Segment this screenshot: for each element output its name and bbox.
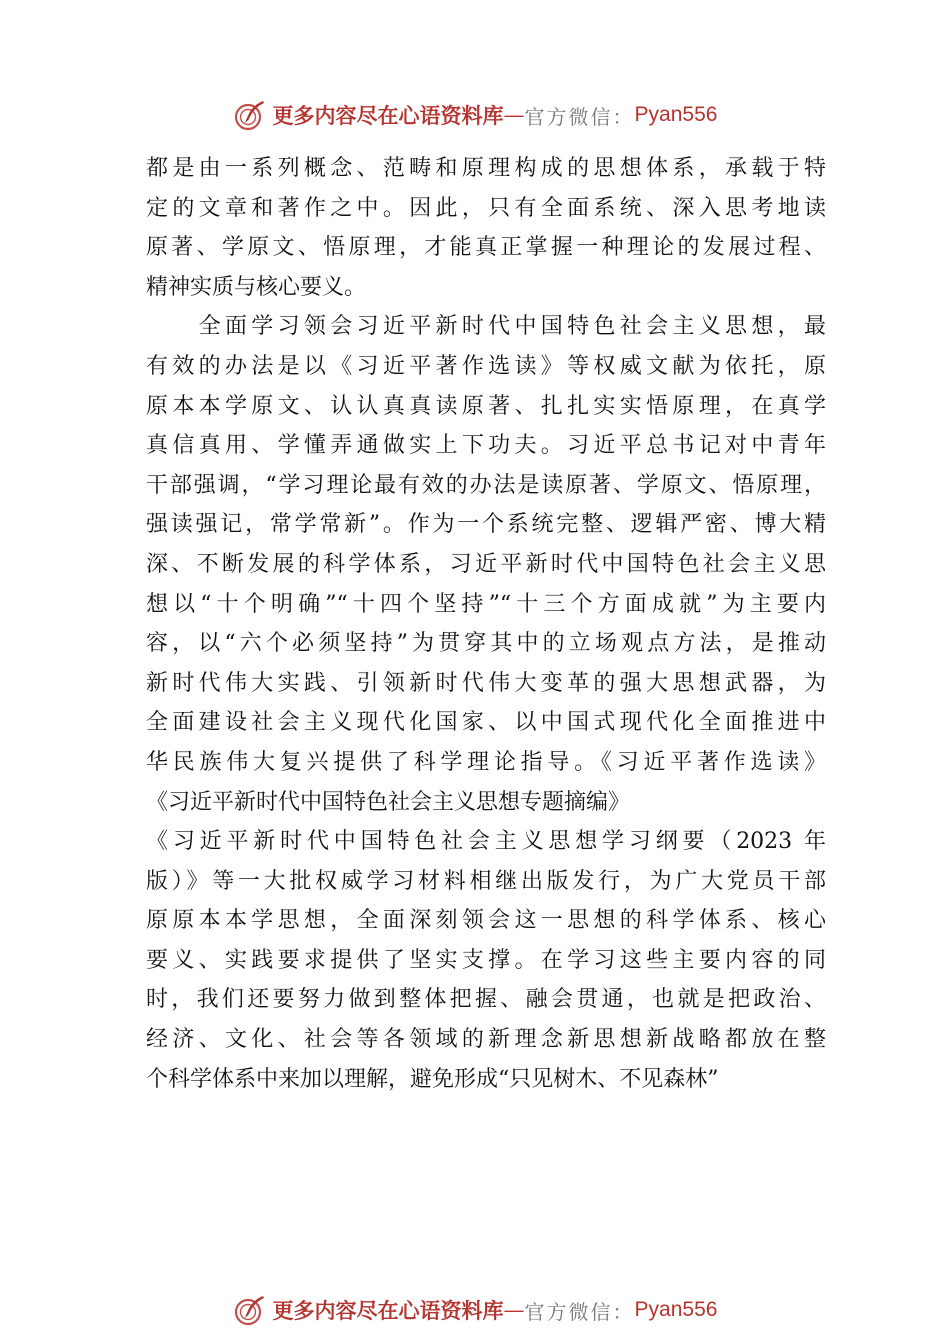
banner-brand-text: 更多内容尽在心语资料库 <box>272 103 504 128</box>
text-line: 《习近平新时代中国特色社会主义思想学习纲要（2023 年 <box>146 829 826 855</box>
text-line: 经济、文化、社会等各领域的新理念新思想新战略都放在整 <box>146 1027 826 1053</box>
banner-wechat-label: 官方微信： <box>524 1299 635 1324</box>
banner-dash: — <box>503 103 525 127</box>
text-line: 新时代伟大实践、引领新时代伟大变革的强大思想武器，为 <box>146 670 826 696</box>
text-line: 容，以“六个必须坚持”为贯穿其中的立场观点方法，是推动 <box>146 631 826 657</box>
text-line: 定的文章和著作之中。因此，只有全面系统、深入思考地读 <box>146 195 826 221</box>
quill-logo-icon <box>233 98 267 132</box>
text-line: 真信真用、学懂弄通做实上下功夫。习近平总书记对中青年 <box>146 433 826 459</box>
text-line: 原著、学原文、悟原理，才能真正掌握一种理论的发展过程、 <box>146 235 826 261</box>
text-line: 《习近平新时代中国特色社会主义思想专题摘编》 <box>146 789 631 815</box>
text-line: 原本本学原文、认认真真读原著、扎扎实实悟原理，在真学 <box>146 393 826 419</box>
text-line: 有效的办法是以《习近平著作选读》等权威文献为依托，原 <box>146 353 826 379</box>
footer-banner <box>0 1290 950 1330</box>
text-line: 版）》等一大批权威学习材料相继出版发行，为广大党员干部 <box>146 868 826 894</box>
text-line: 干部强调，“学习理论最有效的办法是读原著、学原文、悟原理， <box>146 472 826 498</box>
quill-logo-icon <box>233 1293 267 1327</box>
header-banner <box>0 95 950 135</box>
banner-wechat-id: Pyan556 <box>634 103 718 126</box>
text-line: 原原本本学思想，全面深刻领会这一思想的科学体系、核心 <box>146 908 826 934</box>
text-line: 全面建设社会主义现代化国家、以中国式现代化全面推进中 <box>146 710 826 736</box>
text-line: 个科学体系中来加以理解，避免形成“只见树木、不见森林” <box>146 1066 719 1092</box>
text-line: 深、不断发展的科学体系，习近平新时代中国特色社会主义思 <box>146 551 826 577</box>
text-line: 强读强记，常学常新”。作为一个系统完整、逻辑严密、博大精 <box>146 512 826 538</box>
text-line: 精神实质与核心要义。 <box>146 274 367 300</box>
banner-wechat-label: 官方微信： <box>524 104 635 129</box>
text-line: 都是由一系列概念、范畴和原理构成的思想体系，承载于特 <box>146 156 826 181</box>
document-body <box>146 149 826 1099</box>
text-line: 要义、实践要求提供了坚实支撑。在学习这些主要内容的同 <box>146 947 826 973</box>
text-line: 华民族伟大复兴提供了科学理论指导。《习近平著作选读》 <box>146 749 826 775</box>
banner-dash: — <box>503 1298 525 1322</box>
banner-wechat-id: Pyan556 <box>634 1298 718 1321</box>
text-line: 全面学习领会习近平新时代中国特色社会主义思想，最 <box>146 314 826 340</box>
text-line: 时，我们还要努力做到整体把握、融会贯通，也就是把政治、 <box>146 987 826 1013</box>
banner-brand-text: 更多内容尽在心语资料库 <box>272 1298 504 1323</box>
text-line: 想以“十个明确”“十四个坚持”“十三个方面成就”为主要内 <box>146 591 826 617</box>
